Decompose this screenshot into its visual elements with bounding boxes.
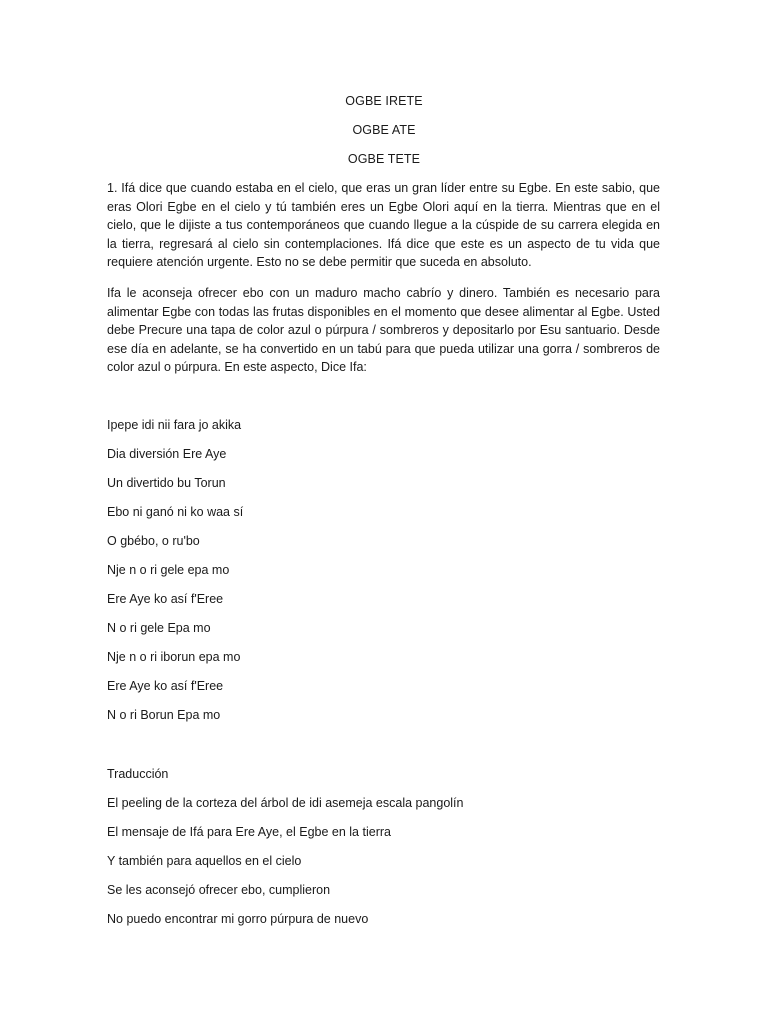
verse-line: N o ri Borun Epa mo [107, 708, 221, 722]
title-ogbe-ate: OGBE ATE [352, 123, 416, 137]
title-ogbe-tete: OGBE TETE [347, 152, 421, 166]
verse-line: Ere Aye ko así f'Eree [107, 679, 224, 693]
paragraph-ebo-advice: Ifa le aconseja ofrecer ebo con un maduro macho cabrío y dinero. También es necesario para alimentar Egbe con todas las frutas disponibles en el momento que desee alimentar al Egbe. Usted debe Precure una tapa de color azul o púrpura / sombreros y depositarlo por Esu santuario. Desde ese día en adelante, se ha convertido en un tabú para que pueda utilizar una gorra / sombreros de color azul o púrpura. En este aspecto, Dice Ifa: [107, 286, 660, 375]
verse-line: N o ri gele Epa mo [107, 621, 211, 635]
verse-line: Ipepe idi nii fara jo akika [107, 418, 242, 432]
translation-line: No puedo encontrar mi gorro púrpura de nuevo [107, 912, 369, 926]
translation-heading: Traducción [107, 767, 169, 781]
title-ogbe-irete: OGBE IRETE [345, 94, 423, 108]
verse-line: Ebo ni ganó ni ko waa sí [107, 505, 244, 519]
translation-line: El mensaje de Ifá para Ere Aye, el Egbe en la tierra [107, 825, 391, 839]
verse-line: Dia diversión Ere Aye [107, 447, 227, 461]
verse-line: O gbébo, o ru'bo [107, 534, 200, 548]
translation-line: El peeling de la corteza del árbol de idi asemeja escala pangolín [107, 796, 464, 810]
verse-line: Nje n o ri iborun epa mo [107, 650, 241, 664]
translation-line: Se les aconsejó ofrecer ebo, cumplieron [107, 883, 331, 897]
verse-line: Ere Aye ko así f'Eree [107, 592, 224, 606]
verse-line: Un divertido bu Torun [107, 476, 226, 490]
verse-line: Nje n o ri gele epa mo [107, 563, 230, 577]
translation-line: Y también para aquellos en el cielo [107, 854, 302, 868]
paragraph-intro: 1. Ifá dice que cuando estaba en el cielo, que eras un gran líder entre su Egbe. En este sabio, que eras Olori Egbe en el cielo y tú también eres un Egbe Olori aquí en la tierra. Mientras que en el cielo, que le dijiste a tus contemporáneos que cuando llegue a la cúspide de su carrera elegida en la tierra, regresará al cielo sin contemplaciones. Ifá dice que este es un aspecto de tu vida que requiere atención urgente. Esto no se debe permitir que suceda en absoluto. [107, 181, 660, 270]
